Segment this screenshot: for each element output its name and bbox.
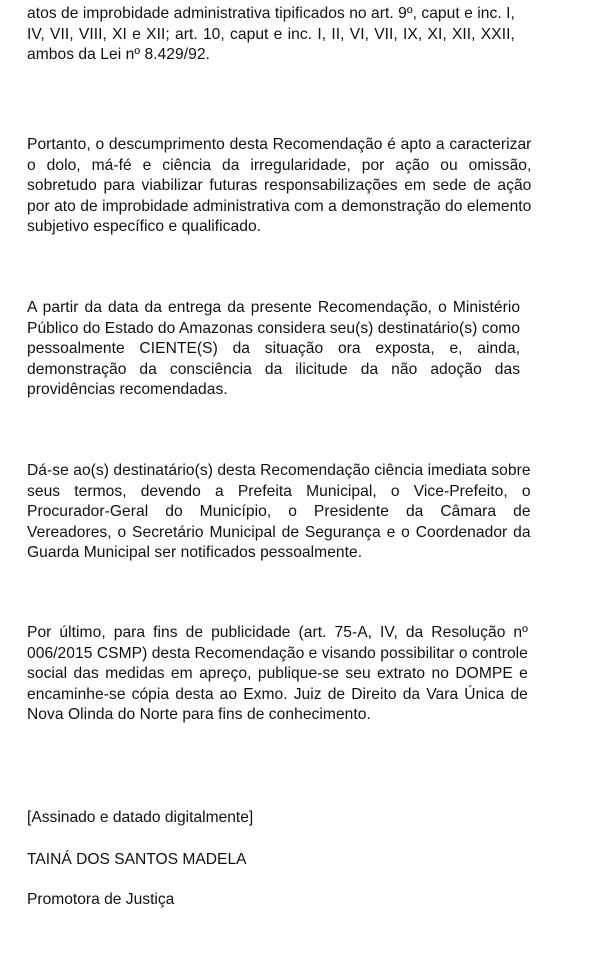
paragraph-line: Vereadores, o Secretário Municipal de Segurança e o Coordenador da — [27, 523, 531, 541]
paragraph-line: demonstração da consciência da ilicitude da não adoção das — [27, 360, 521, 378]
paragraph-line: ambos da Lei nº 8.429/92. — [27, 46, 210, 63]
paragraph-line: encaminhe-se cópia desta ao Exmo. Juiz de Direito da Vara Única de — [27, 685, 528, 703]
paragraph-line: Por último, para fins de publicidade (art. 75-A, IV, da Resolução nº — [27, 624, 528, 641]
paragraph-line: 006/2015 CSMP) desta Recomendação e visando possibilitar o controle — [27, 644, 528, 662]
signatory-name: TAINÁ DOS SANTOS MADELA — [27, 851, 247, 868]
paragraph-improbity-acts — [27, 4, 515, 66]
paragraph-line: pessoalmente CIENTE(S) da situação ora exposta, e, ainda, — [27, 340, 521, 357]
paragraph-line: IV, VII, VIII, XI e XII; art. 10, caput e inc. I, II, VI, VII, IX, XI, XII, XXII, — [27, 25, 515, 43]
paragraph-noncompliance — [27, 135, 531, 238]
paragraph-line: atos de improbidade administrativa tipificados no art. 9º, caput e inc. I, — [27, 5, 515, 22]
paragraph-line: subjetivo específico e qualificado. — [27, 218, 262, 235]
paragraph-line: social das medidas em apreço, publique-se seu extrato no DOMPE e — [27, 665, 528, 682]
paragraph-line: Nova Olinda do Norte para fins de conhecimento. — [27, 706, 371, 723]
paragraph-line: o dolo, má-fé e ciência da irregularidade, por ação ou omissão, — [27, 156, 532, 174]
paragraph-line: Procurador-Geral do Município, o Presidente da Câmara de — [27, 503, 531, 520]
paragraph-line: A partir da data da entrega da presente Recomendação, o Ministério — [27, 299, 521, 316]
paragraph-line: por ato de improbidade administrativa com a demonstração do elemento — [27, 197, 532, 215]
paragraph-line: seus termos, devendo a Prefeita Municipal, o Vice-Prefeito, o — [27, 482, 531, 500]
paragraph-line: Dá-se ao(s) destinatário(s) desta Recomendação ciência imediata sobre — [27, 462, 531, 479]
signature-note: [Assinado e datado digitalmente] — [27, 809, 254, 826]
paragraph-notification — [27, 461, 531, 564]
paragraph-line: Público do Estado do Amazonas considera seu(s) destinatário(s) como — [27, 319, 521, 337]
paragraph-awareness — [27, 298, 520, 401]
paragraph-line: providências recomendadas. — [27, 381, 228, 398]
signatory-role: Promotora de Justiça — [27, 891, 175, 908]
paragraph-line: sobretudo para viabilizar futuras responsabilizações em sede de ação — [27, 177, 532, 194]
paragraph-publicity — [27, 623, 528, 726]
paragraph-line: Portanto, o descumprimento desta Recomendação é apto a caracterizar — [27, 136, 532, 153]
paragraph-line: Guarda Municipal ser notificados pessoalmente. — [27, 544, 363, 561]
